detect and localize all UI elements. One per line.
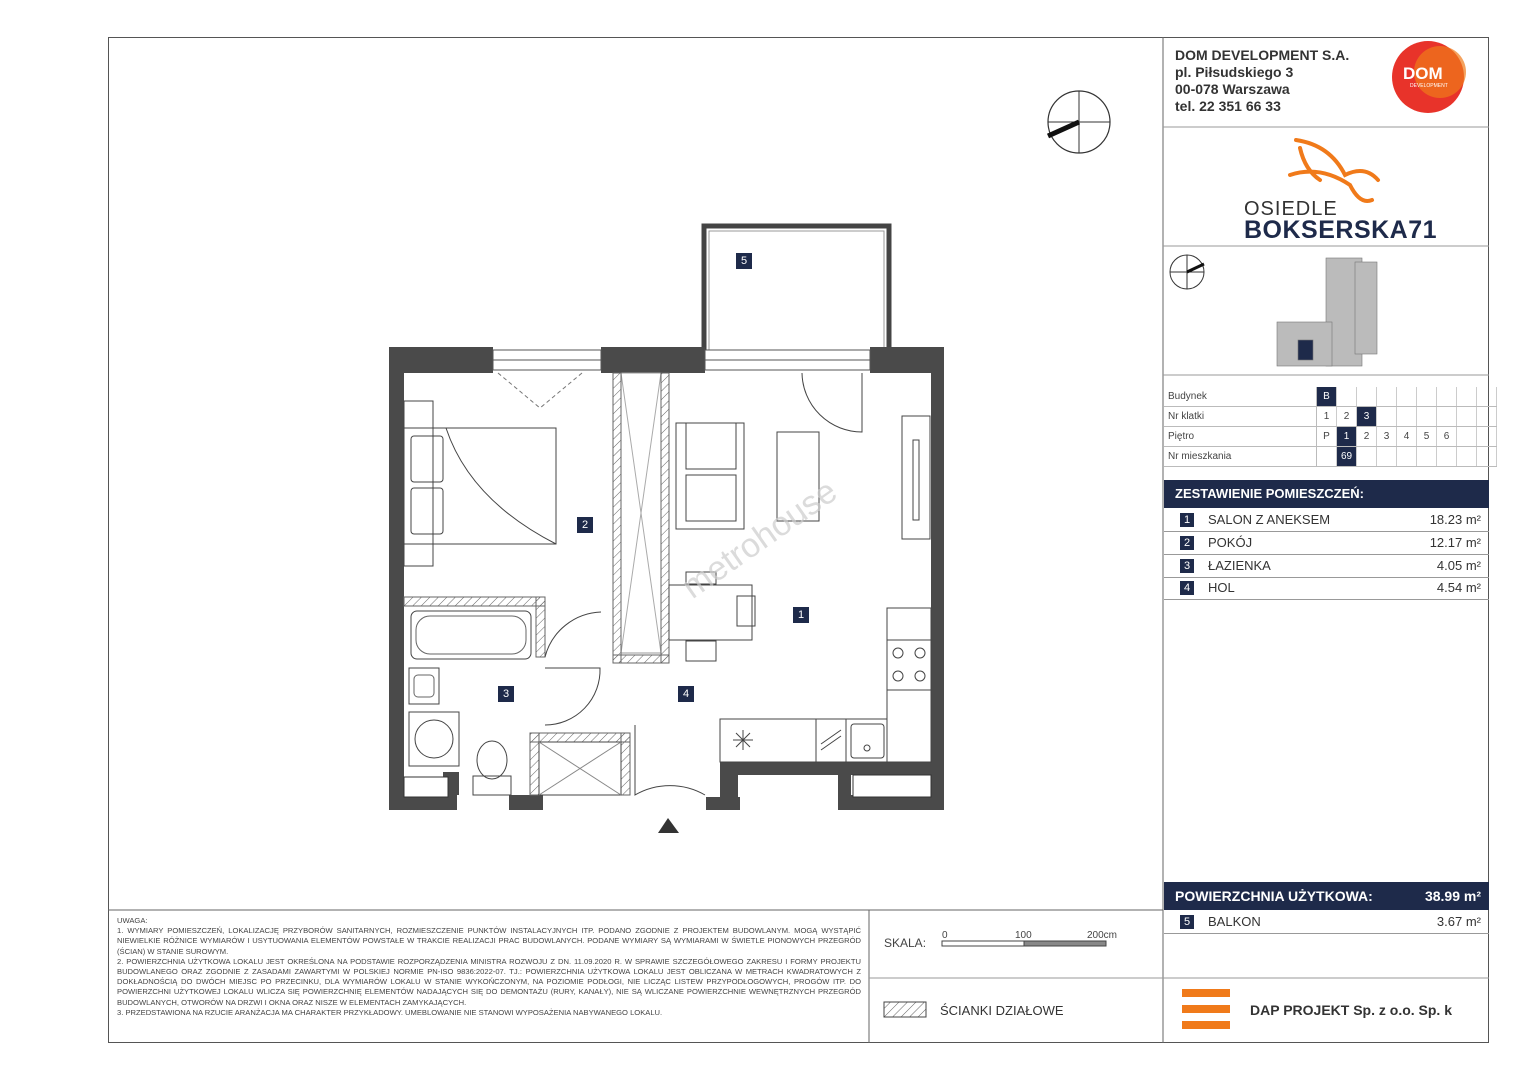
horse-logo-icon [1290, 140, 1378, 201]
location-grid [1164, 387, 1497, 467]
room-number: 4 [1180, 581, 1194, 595]
balcony [704, 226, 889, 356]
apt-value: 69 [1337, 447, 1357, 467]
watermark: metrohouse [675, 472, 844, 607]
plan-label-bathroom: 3 [498, 686, 514, 702]
room-number: 3 [1180, 559, 1194, 573]
notes-block [117, 916, 861, 1018]
room-area: 4.05 m² [1436, 558, 1481, 573]
room-row [1164, 509, 1489, 532]
room-area: 18.23 m² [1429, 512, 1481, 527]
stair-cell-selected: 3 [1357, 407, 1377, 427]
balcony-name: BALKON [1208, 914, 1261, 929]
note-2: 2. POWIERZCHNIA UŻYTKOWA LOKALU JEST OKREŚLONA NA PODSTAWIE ROZPORZĄDZENIA MINISTRA ROZWOJU Z DN. 11.09.2020 R. W SPRAWIE SZCZEGÓŁOWEGO ZAKRESU I FORMY PROJEKTU BUDOWLANEGO ORAZ ZGODNIE Z ZASADAMI ZAWARTYMI W POLSKIEJ NORMIE PN-ISO 9836:2022-07. TJ.: POWIERZCHNIA UŻYTKOWA LOKALU JEST OBLICZANA W METRACH KWADRATOWYCH Z DOKŁADNOŚCIĄ DO DWÓCH MIEJSC PO PRZECINKU, DLA WYMIARÓW LOKALU W STANIE WYKOŃCZONYM, NA POZIOMIE PODŁOGI, NIE LICZĄC LISTEW PRZYPODŁOGOWYCH, PROGÓW ITP. DO POWIERZCHNI UŻYTKOWEJ LOKALU WLICZA SIĘ POWIERZCHNIĘ ELEMENTÓW NADAJĄCYCH SIĘ DO DEMONTAŻU (RURY, KANAŁY), NIE SĄ WLICZANE POWIERZCHNIE WEWNĘTRZNYCH PRZEGRÓD BUDOWLANYCH, OTWORÓW NA DRZWI I OKNA ORAZ NISZE W ELEMENTACH ZAMYKAJĄCYCH. [117, 956, 861, 1007]
room-area: 4.54 m² [1436, 580, 1481, 595]
room-row [1164, 577, 1489, 600]
plan-label-hall: 4 [678, 686, 694, 702]
room-name: POKÓJ [1208, 535, 1253, 550]
room-row [1164, 555, 1489, 578]
estate-number: 71 [1408, 216, 1438, 244]
balcony-number: 5 [1180, 915, 1194, 929]
company-name: DOM DEVELOPMENT S.A. [1175, 47, 1350, 63]
room-area: 12.17 m² [1429, 535, 1481, 550]
company-phone: tel. 22 351 66 33 [1175, 98, 1281, 114]
usable-area-label: POWIERZCHNIA UŻYTKOWA: [1175, 888, 1373, 904]
usable-area-value: 38.99 m² [1424, 888, 1481, 904]
floor-cell: 6 [1437, 427, 1457, 447]
note-3: 3. PRZEDSTAWIONA NA RZUCIE ARANŻACJA MA CHARAKTER PRZYKŁADOWY. UMEBLOWANIE NIE STANOWI WYPOSAŻENIA NABYWANEGO LOKALU. [117, 1007, 663, 1017]
note-1: 1. WYMIARY POMIESZCZEŃ, LOKALIZACJĘ PRZYBORÓW SANITARNYCH, ROZMIESZCZENIE PUNKTÓW INSTALACYJNYCH ITP. PODANO ZGODNIE Z PROJEKTEM BUDOWLANYM. MOGĄ WYSTĄPIĆ NIEWIELKIE RÓŻNICE WYMIARÓW I USYTUOWANIA ELEMENTÓW POWSTAŁE W TRAKCIE REALIZACJI PRAC BUDOWLANYCH. PODANE WYMIARY SĄ WYMIARAMI W ŚWIETLE PIONOWYCH PRZEGRÓD (ŚCIAN) W STANIE SUROWYM. [117, 926, 861, 956]
company-city: 00-078 Warszawa [1175, 81, 1290, 97]
floor-label: Piętro [1164, 427, 1317, 447]
estate-line1: OSIEDLE [1244, 198, 1338, 220]
stair-cell: 2 [1337, 407, 1357, 427]
balcony-row [1164, 911, 1489, 934]
notes-title: UWAGA: [117, 916, 148, 925]
room-number: 2 [1180, 536, 1194, 550]
room-number: 1 [1180, 513, 1194, 527]
apt-label: Nr mieszkania [1164, 447, 1317, 467]
scale-tick-0: 0 [942, 930, 948, 941]
company-info [1175, 47, 1349, 115]
room-name: HOL [1208, 580, 1235, 595]
balcony-area: 3.67 m² [1436, 914, 1481, 929]
floor-cell: 4 [1397, 427, 1417, 447]
room-name: SALON Z ANEKSEM [1208, 512, 1331, 527]
dom-logo-sub: DEVELOPMENT [1410, 83, 1448, 89]
site-key-plan [1277, 258, 1377, 366]
floor-cell: 5 [1417, 427, 1437, 447]
estate-name: BOKSERSKA [1244, 216, 1409, 244]
plan-label-balcony: 5 [736, 253, 752, 269]
scale-label: SKALA: [884, 936, 927, 950]
floor-cell-selected: 1 [1337, 427, 1357, 447]
floor-cell: 3 [1377, 427, 1397, 447]
scale-tick-100: 100 [1015, 930, 1032, 941]
rooms-header: ZESTAWIENIE POMIESZCZEŃ: [1164, 480, 1489, 508]
room-name: ŁAZIENKA [1208, 558, 1271, 573]
stair-label: Nr klatki [1164, 407, 1317, 427]
company-street: pl. Piłsudskiego 3 [1175, 64, 1294, 80]
estate-line2 [1244, 216, 1437, 245]
designer-name: DAP PROJEKT Sp. z o.o. Sp. k [1250, 1002, 1452, 1018]
north-compass-icon [1048, 91, 1110, 153]
building-value: B [1317, 387, 1337, 407]
dom-logo [1403, 64, 1443, 84]
dom-logo-text: DOM [1403, 64, 1443, 83]
stair-cell: 1 [1317, 407, 1337, 427]
floor-cell: P [1317, 427, 1337, 447]
room-row [1164, 532, 1489, 555]
scale-tick-200: 200cm [1087, 930, 1118, 941]
plan-label-living: 1 [793, 607, 809, 623]
floor-cell: 2 [1357, 427, 1377, 447]
building-label: Budynek [1164, 387, 1317, 407]
usable-area-bar [1164, 882, 1489, 910]
partitions-legend-label: ŚCIANKI DZIAŁOWE [940, 1003, 1064, 1018]
plan-label-room: 2 [577, 517, 593, 533]
bed [404, 401, 556, 566]
